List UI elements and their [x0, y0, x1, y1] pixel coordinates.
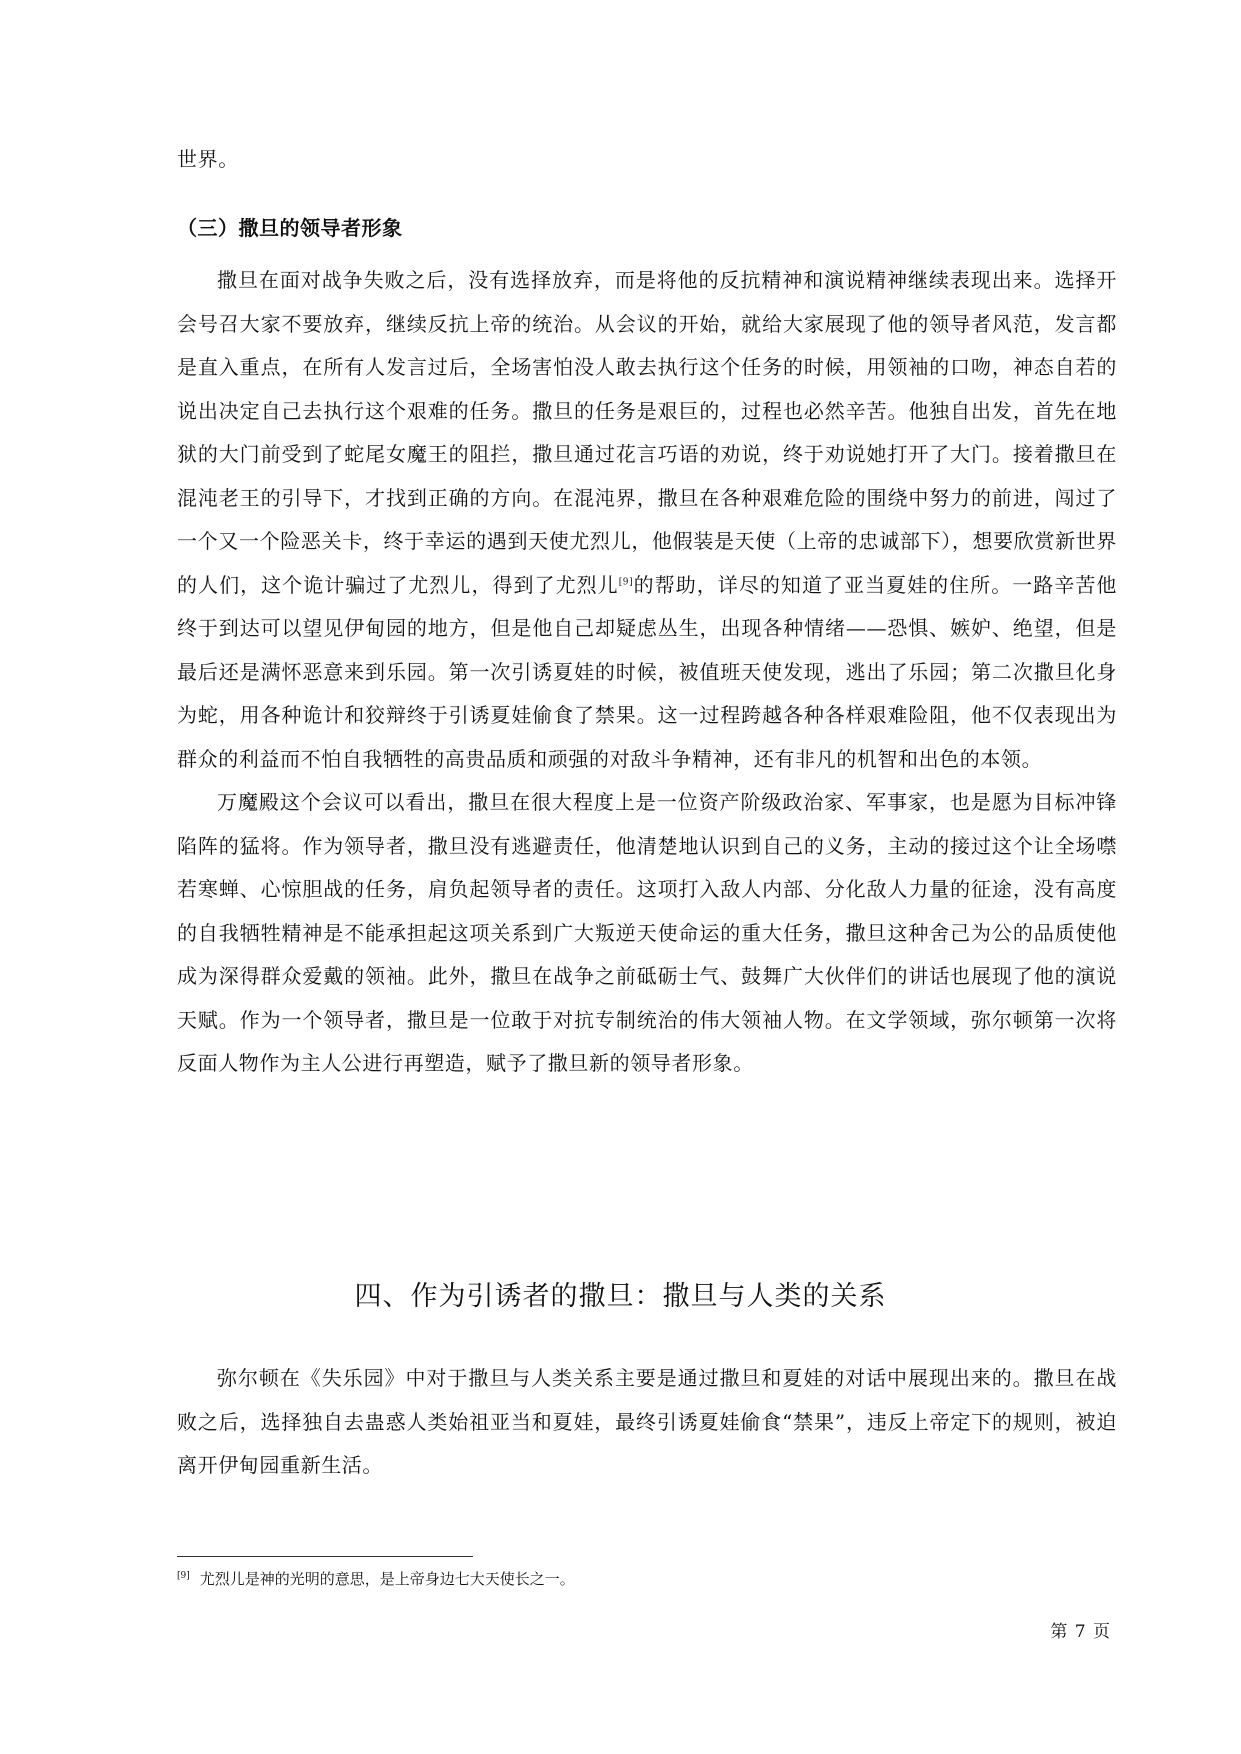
subsection-heading: （三）撒旦的领导者形象: [177, 216, 403, 240]
footnote-mark: [9]: [177, 1571, 190, 1581]
section-body: [177, 1357, 1117, 1488]
section-heading: 四、作为引诱者的撒旦：撒旦与人类的关系: [354, 1281, 887, 1312]
footnote-divider: [177, 1556, 473, 1557]
paragraph-1-text-a: 撒旦在面对战争失败之后，没有选择放弃，而是将他的反抗精神和演说精神继续表现出来。选择开会号召大家不要放弃，继续反抗上帝的统治。从会议的开始，就给大家展现了他的领导者风范，发言都是直入重点，在所有人发言过后，全场害怕没人敢去执行这个任务的时候，用领袖的口吻，神态自若的说出决定自己去执行这个艰难的任务。撒旦的任务是艰巨的，过程也必然辛苦。他独自出发，首先在地狱的大门前受到了蛇尾女魔王的阻拦，撒旦通过花言巧语的劝说，终于劝说她打开了大门。接着撒旦在混沌老王的引导下，才找到正确的方向。在混沌界，撒旦在各种艰难危险的围绕中努力的前进，闯过了一个又一个险恶关卡，终于幸运的遇到天使尤烈儿，他假装是天使（上帝的忠诚部下），想要欣赏新世界的人们，这个诡计骗过了尤烈儿，得到了尤烈儿: [177, 268, 1117, 597]
carryover-text-block: [177, 138, 1117, 182]
paragraph-1: [177, 259, 1117, 781]
carryover-paragraph: 世界。: [177, 147, 239, 171]
page-number: 第 7 页: [1050, 1622, 1111, 1642]
subsection-body: [177, 259, 1117, 1086]
footnote-reference[interactable]: [9]: [618, 576, 634, 587]
paragraph-2: 万魔殿这个会议可以看出，撒旦在很大程度上是一位资产阶级政治家、军事家，也是愿为目标冲锋陷阵的猛将。作为领导者，撒旦没有逃避责任，他清楚地认识到自己的义务，主动的接过这个让全场噤若寒蝉、心惊胆战的任务，肩负起领导者的责任。这项打入敌人内部、分化敌人力量的征途，没有高度的自我牺牲精神是不能承担起这项关系到广大叛逆天使命运的重大任务，撒旦这种舍己为公的品质使他成为深得群众爱戴的领袖。此外，撒旦在战争之前砥砺士气、鼓舞广大伙伴们的讲话也展现了他的演说天赋。作为一个领导者，撒旦是一位敢于对抗专制统治的伟大领袖人物。在文学领域，弥尔顿第一次将反面人物作为主人公进行再塑造，赋予了撒旦新的领导者形象。: [177, 790, 1117, 1075]
footnote-text: 尤烈儿是神的光明的意思，是上帝身边七大天使长之一。: [199, 1570, 575, 1588]
footnote: [177, 1568, 575, 1590]
paragraph-3: 弥尔顿在《失乐园》中对于撒旦与人类关系主要是通过撒旦和夏娃的对话中展现出来的。撒旦在战败之后，选择独自去蛊惑人类始祖亚当和夏娃，最终引诱夏娃偷食“禁果”，违反上帝定下的规则，被迫离开伊甸园重新生活。: [177, 1366, 1117, 1477]
paragraph-1-text-b: 的帮助，详尽的知道了亚当夏娃的住所。一路辛苦他终于到达可以望见伊甸园的地方，但是他自己却疑虑丛生，出现各种情绪——恐惧、嫉妒、绝望，但是最后还是满怀恶意来到乐园。第一次引诱夏娃的时候，被值班天使发现，逃出了乐园；第二次撒旦化身为蛇，用各种诡计和狡辩终于引诱夏娃偷食了禁果。这一过程跨越各种各样艰难险阻，他不仅表现出为群众的利益而不怕自我牺牲的高贵品质和顽强的对敌斗争精神，还有非凡的机智和出色的本领。: [177, 572, 1117, 771]
